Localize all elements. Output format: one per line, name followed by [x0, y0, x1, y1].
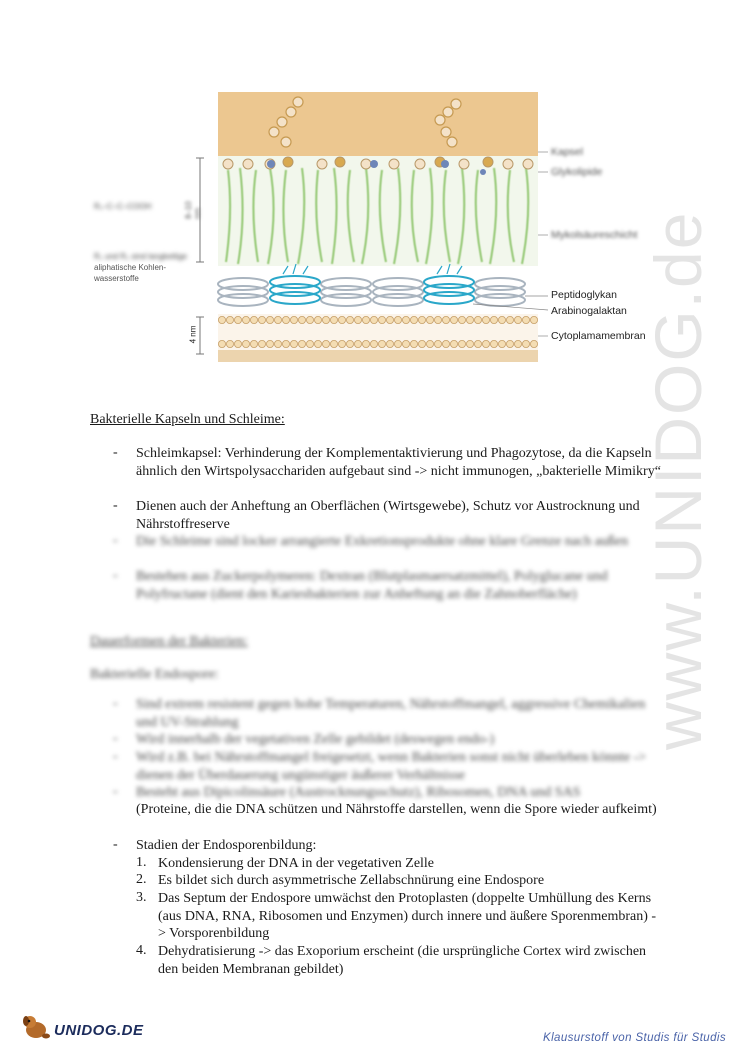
bullet-marker: - [113, 568, 118, 583]
membrane-bead [330, 340, 337, 347]
side-note-line2: aliphatische Kohlen- [94, 263, 167, 272]
membrane-bead [338, 340, 345, 347]
side-note-line3: wasserstoffe [94, 274, 139, 283]
membrane-bead [410, 340, 417, 347]
step-item: Kondensierung der DNA in der vegetativen Zelle [158, 856, 435, 871]
membrane-bead [466, 340, 473, 347]
membrane-bead [290, 340, 297, 347]
list-item: Besteht aus Dipicolinsäure (Austrocknungsschutz), Ribosomen, DNA und SAS [136, 785, 581, 800]
membrane-bead [442, 316, 449, 323]
step-number: 1. [136, 855, 147, 870]
membrane-bead [482, 340, 489, 347]
bullet-marker: - [113, 445, 118, 460]
membrane-bead [386, 340, 393, 347]
subheading-endospore: Bakterielle Endospore: [90, 667, 219, 682]
membrane-bead [290, 316, 297, 323]
membrane-bead [378, 316, 385, 323]
membrane-bead [458, 340, 465, 347]
membrane-bead [218, 316, 225, 323]
dog-logo-icon [22, 1012, 52, 1042]
membrane-bead [418, 316, 425, 323]
list-item: Schleimkapsel: Verhinderung der Komplementaktivierung und Phagozytose, da die Kapseln ähnlich den Wirtspolysacchariden aufgebaut sind -> nicht immunogen, „bakterielle Mimikry“ [136, 446, 661, 479]
membrane-bead [530, 340, 537, 347]
membrane-bead [410, 316, 417, 323]
membrane-bead [370, 340, 377, 347]
membrane-bead [386, 316, 393, 323]
membrane-bead [274, 316, 281, 323]
membrane-bead [450, 340, 457, 347]
membrane-bead [402, 316, 409, 323]
membrane-bead [522, 340, 529, 347]
list-item: Sind extrem resistent gegen hohe Temperaturen, Nährstoffmangel, aggressive Chemikalien und UV-Strahlung [136, 697, 646, 730]
bullet-marker: - [113, 533, 118, 548]
watermark: www.UNIDOG.de [641, 210, 715, 750]
membrane-bead [418, 340, 425, 347]
membrane-bead [274, 340, 281, 347]
membrane-bead [314, 340, 321, 347]
membrane-bead [322, 340, 329, 347]
membrane-bead [474, 316, 481, 323]
membrane-bead [506, 316, 513, 323]
membrane-bead [362, 340, 369, 347]
membrane-bead [442, 340, 449, 347]
membrane-bead [490, 340, 497, 347]
membrane-bead [330, 316, 337, 323]
membrane-bead [450, 316, 457, 323]
membrane-bead [378, 340, 385, 347]
membrane-bead [226, 316, 233, 323]
bullet-marker: - [113, 837, 118, 852]
membrane-bead [338, 316, 345, 323]
membrane-bead [306, 316, 313, 323]
unidog-logo: UNIDOG.DE [54, 1022, 144, 1039]
side-note-line1: R₁ und R₂ sind langkettige [94, 252, 187, 261]
bullet-marker: - [113, 784, 118, 799]
membrane-bead [426, 316, 433, 323]
capsule-layer [218, 92, 538, 156]
membrane-bead [458, 316, 465, 323]
label-cytoplasma: Cytoplamamembran [551, 330, 646, 342]
step-number: 4. [136, 943, 147, 958]
list-item-continuation: (Proteine, die die DNA schützen und Nährstoffe darstellen, wenn die Spore wieder aufkeimt) [136, 802, 657, 817]
membrane-bead [346, 340, 353, 347]
list-item: Wird z.B. bei Nährstoffmangel freigesetzt, wenn Bakterien sonst nicht überleben könnte -> dienen der Überdauerung ungünstiger äußerer Verhältnisse [136, 750, 647, 783]
membrane-bead [226, 340, 233, 347]
membrane-bead [258, 316, 265, 323]
step-number: 3. [136, 890, 147, 905]
membrane-bead [314, 316, 321, 323]
section-heading-capsules: Bakterielle Kapseln und Schleime: [90, 412, 285, 427]
bullet-marker: - [113, 498, 118, 513]
membrane-bead [234, 340, 241, 347]
list-item: Die Schleime sind locker arrangierte Exkretionsprodukte ohne klare Grenze nach außen [136, 534, 629, 549]
scale-label-top: 8–10 nm [184, 201, 202, 219]
membrane-bead [370, 316, 377, 323]
membrane-bead [530, 316, 537, 323]
membrane-bead [242, 340, 249, 347]
footer-tagline: Klausurstoff von Studis für Studis [543, 1032, 726, 1044]
list-item: Bestehen aus Zuckerpolymeren: Dextran (Blutplasmaersatzmittel), Polyglucane und Polyfructane (dient den Kariesbakterien zur Anheftung an die Zahnoberfläche) [136, 569, 608, 602]
peptidoglycan-layer [218, 264, 525, 306]
membrane-bead [482, 316, 489, 323]
membrane-bead [474, 340, 481, 347]
bullet-marker: - [113, 696, 118, 711]
section-heading-dauerformen: Dauerformen der Bakterien: [90, 634, 248, 649]
label-kapsel: Kapsel [551, 146, 584, 158]
membrane-bead [522, 316, 529, 323]
list-item: Dienen auch der Anheftung an Oberflächen (Wirtsgewebe), Schutz vor Austrocknung und Nährstoffreserve [136, 499, 640, 532]
bullet-marker: - [113, 731, 118, 746]
scale-label-bottom: 4 nm [188, 325, 198, 344]
membrane-bead [362, 316, 369, 323]
membrane-bead [266, 340, 273, 347]
cell-wall-figure [88, 92, 678, 372]
membrane-bead [490, 316, 497, 323]
membrane-bead [282, 316, 289, 323]
membrane-bead [266, 316, 273, 323]
label-mykolsaeure: Mykolsäureschicht [551, 229, 638, 241]
step-item: Es bildet sich durch asymmetrische Zellabschnürung eine Endospore [158, 873, 545, 888]
step-item: Das Septum der Endospore umwächst den Protoplasten (doppelte Umhüllung des Kerns (aus DNA, RNA, Ribosomen und Enzymen) durch innere und äußere Sporenmembran) -> Vorsporenbildung [158, 891, 657, 941]
membrane-bead [514, 340, 521, 347]
membrane-bead [498, 340, 505, 347]
step-item: Dehydratisierung -> das Exoporium erscheint (die ursprüngliche Cortex wird zwischen den beiden Membranan gebildet) [158, 944, 647, 977]
membrane-bead [402, 340, 409, 347]
membrane-bead [298, 340, 305, 347]
membrane-bead [514, 316, 521, 323]
label-arabinogalaktan: Arabinogalaktan [551, 305, 627, 317]
membrane-bead [322, 316, 329, 323]
membrane-bead [434, 340, 441, 347]
membrane-bead [466, 316, 473, 323]
membrane-bead [234, 316, 241, 323]
list-item: Stadien der Endosporenbildung: [136, 838, 317, 853]
label-glykolipide: Glykolipide [551, 166, 603, 178]
membrane-bead [282, 340, 289, 347]
membrane-bead [218, 340, 225, 347]
membrane-bead [250, 316, 257, 323]
step-number: 2. [136, 872, 147, 887]
membrane-bead [306, 340, 313, 347]
membrane-bead [498, 316, 505, 323]
list-item: Wird innerhalb der vegetativen Zelle gebildet (deswegen endo-) [136, 732, 495, 747]
membrane-bead [250, 340, 257, 347]
membrane-bead [298, 316, 305, 323]
membrane-bead [434, 316, 441, 323]
bullet-marker: - [113, 749, 118, 764]
membrane-bead [394, 316, 401, 323]
membrane-bead [258, 340, 265, 347]
membrane-bead [354, 340, 361, 347]
membrane-bead [354, 316, 361, 323]
label-peptidoglykan: Peptidoglykan [551, 289, 617, 301]
membrane-bead [506, 340, 513, 347]
membrane-bead [394, 340, 401, 347]
membrane-bead [242, 316, 249, 323]
membrane-bead [346, 316, 353, 323]
formula-text: R₁–C–C–COOH [94, 202, 152, 211]
membrane-bead [426, 340, 433, 347]
